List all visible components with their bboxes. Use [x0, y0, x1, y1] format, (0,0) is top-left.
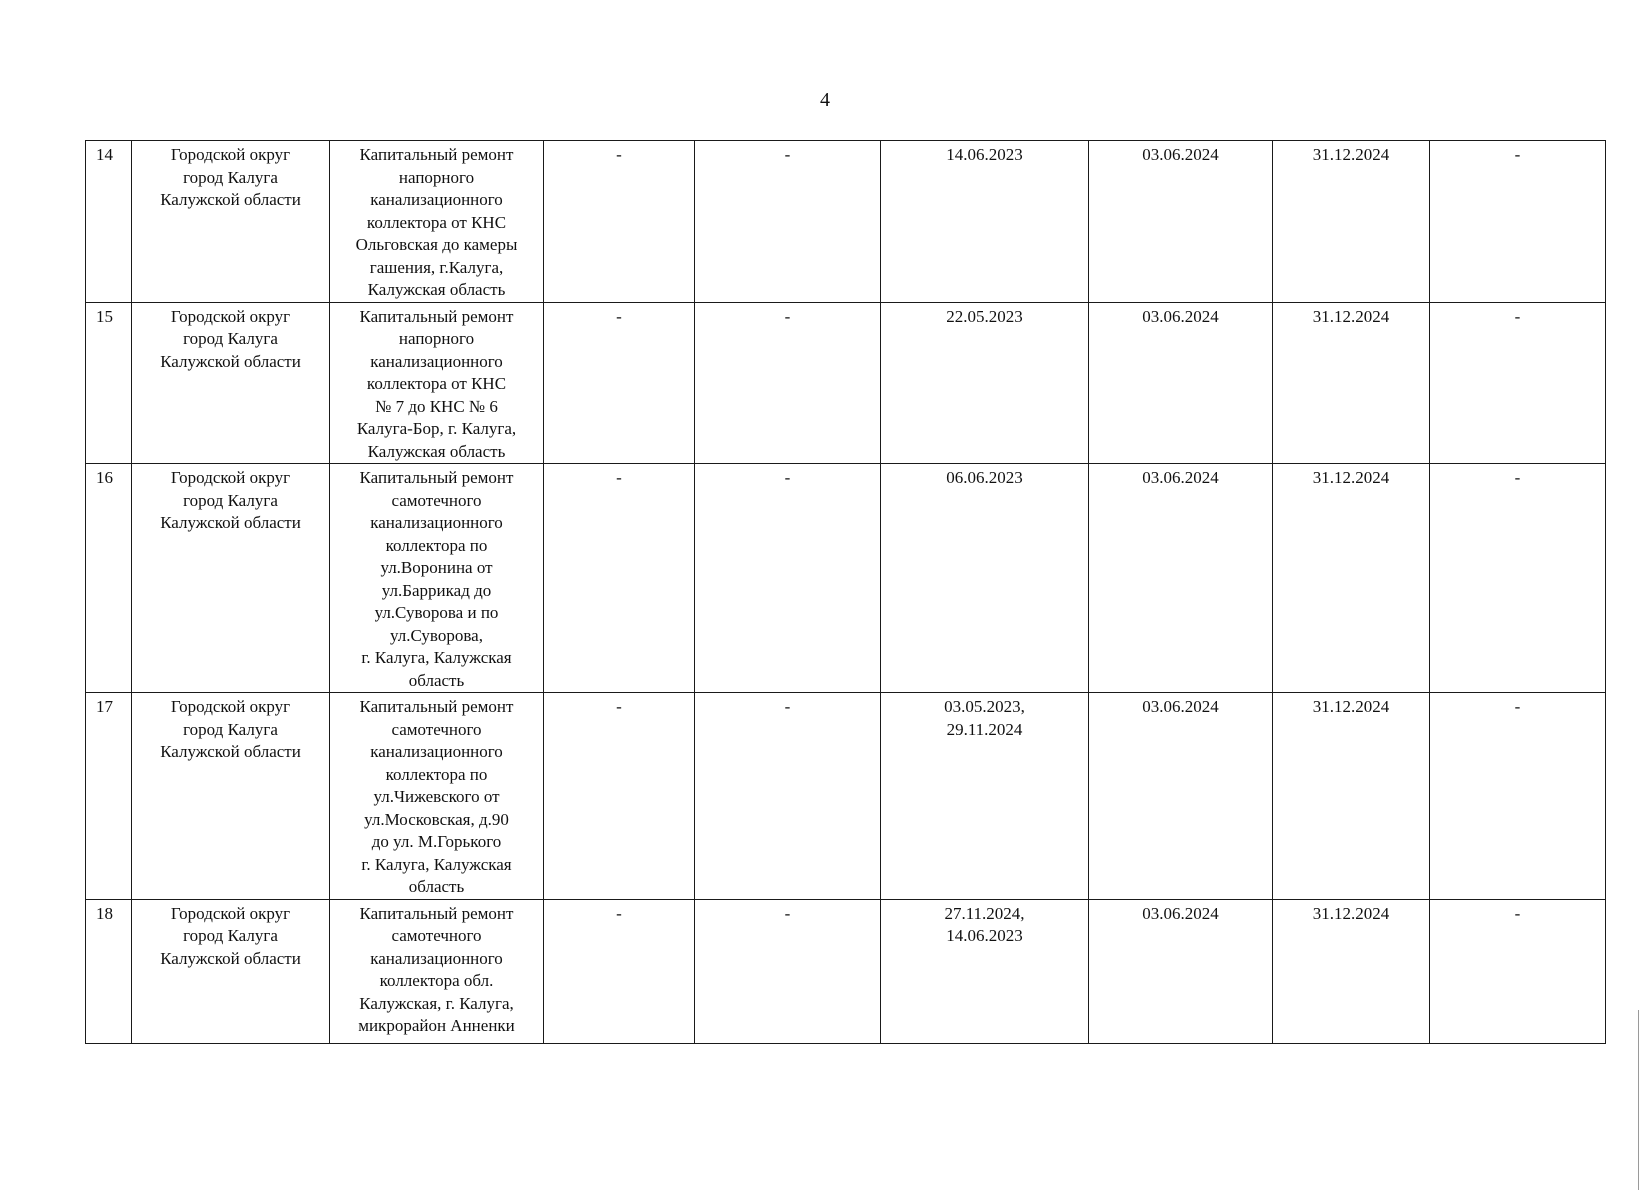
cell-line: Капитальный ремонт — [359, 468, 514, 487]
column-4-cell: - — [544, 141, 695, 303]
column-8-date-cell: 31.12.2024 — [1273, 693, 1430, 900]
cell-line: коллектора по — [385, 764, 488, 784]
cell-line: 27.11.2024, — [944, 903, 1025, 923]
cell-line: микрорайон Анненки — [358, 1016, 515, 1035]
municipality-cell — [132, 899, 330, 1043]
cell-line: 06.06.2023 — [946, 468, 1023, 487]
cell-line: 03.05.2023, — [944, 697, 1025, 716]
municipality-cell — [132, 302, 330, 464]
cell-line: ул.Суворова, — [390, 625, 483, 645]
cell-line: Калужской области — [160, 742, 301, 761]
object-name-cell — [330, 302, 544, 464]
cell-line: ул.Баррикад до — [381, 580, 492, 600]
cell-line: область — [408, 877, 465, 896]
cell-line: коллектора от КНС — [366, 374, 507, 393]
column-9-cell: - — [1430, 141, 1606, 303]
cell-line: ул.Чижевского от — [373, 787, 500, 806]
cell-line: ул.Воронина от — [380, 558, 493, 577]
cell-line: канализационного — [370, 513, 503, 532]
cell-line: Городской округ — [170, 145, 291, 164]
cell-line: область — [408, 670, 465, 690]
cell-line: Городской округ — [170, 697, 291, 716]
municipality-cell — [132, 693, 330, 900]
cell-line: Городской округ — [170, 468, 291, 487]
row-number: 16 — [86, 464, 132, 693]
column-7-date-cell: 03.06.2024 — [1089, 141, 1273, 303]
cell-line: 14.06.2023 — [946, 926, 1023, 945]
cell-line: коллектора от КНС — [366, 212, 507, 232]
column-6-date-cell — [881, 302, 1089, 464]
cell-line: 14.06.2023 — [946, 145, 1023, 164]
column-7-date-cell: 03.06.2024 — [1089, 464, 1273, 693]
column-8-date-cell: 31.12.2024 — [1273, 899, 1430, 1043]
table-row — [86, 302, 1606, 464]
column-5-cell: - — [695, 693, 881, 900]
column-5-cell: - — [695, 464, 881, 693]
cell-line: самотечного — [391, 926, 482, 945]
cell-line: Капитальный ремонт — [359, 697, 514, 716]
cell-line: Калужская область — [367, 280, 506, 299]
column-4-cell: - — [544, 464, 695, 693]
cell-line: город Калуга — [183, 926, 278, 945]
object-name-cell — [330, 899, 544, 1043]
cell-line: 22.05.2023 — [946, 306, 1023, 326]
works-table — [85, 140, 1606, 1044]
column-7-date-cell: 03.06.2024 — [1089, 302, 1273, 464]
column-5-cell: - — [695, 141, 881, 303]
column-6-date-cell — [881, 693, 1089, 900]
cell-line: город Калуга — [183, 329, 278, 348]
cell-line: самотечного — [391, 719, 482, 739]
column-6-date-cell — [881, 141, 1089, 303]
cell-line: самотечного — [391, 490, 482, 510]
cell-line: Калужской области — [160, 513, 301, 532]
column-8-date-cell: 31.12.2024 — [1273, 141, 1430, 303]
cell-line: город Калуга — [183, 167, 278, 187]
cell-line: Калуга-Бор, г. Калуга, — [356, 419, 517, 438]
cell-line: Капитальный ремонт — [359, 145, 514, 164]
page-number: 4 — [820, 89, 830, 111]
cell-line: Калужская, г. Калуга, — [359, 993, 514, 1013]
cell-line: город Калуга — [183, 490, 278, 510]
cell-line: гашения, г.Калуга, — [369, 257, 504, 277]
object-name-cell — [330, 693, 544, 900]
column-9-cell: - — [1430, 693, 1606, 900]
table-row — [86, 464, 1606, 693]
column-8-date-cell: 31.12.2024 — [1273, 302, 1430, 464]
cell-line: Городской округ — [170, 903, 291, 923]
column-4-cell: - — [544, 302, 695, 464]
cell-line: Калужской области — [160, 351, 301, 371]
cell-line: ул.Московская, д.90 — [364, 809, 509, 829]
cell-line: коллектора по — [385, 535, 488, 555]
cell-line: Ольговская до камеры — [355, 235, 518, 254]
column-5-cell: - — [695, 302, 881, 464]
cell-line: коллектора обл. — [379, 971, 494, 990]
table-body — [86, 141, 1606, 1044]
column-9-cell: - — [1430, 899, 1606, 1043]
column-6-date-cell — [881, 464, 1089, 693]
municipality-cell — [132, 141, 330, 303]
column-9-cell: - — [1430, 464, 1606, 693]
row-number: 14 — [86, 141, 132, 303]
cell-line: Капитальный ремонт — [359, 903, 514, 923]
cell-line: напорного — [398, 329, 475, 348]
cell-line: канализационного — [370, 190, 503, 209]
cell-line: г. Калуга, Калужская — [361, 648, 512, 667]
column-4-cell: - — [544, 899, 695, 1043]
cell-line: до ул. М.Горького — [371, 832, 502, 851]
column-8-date-cell: 31.12.2024 — [1273, 464, 1430, 693]
cell-line: ул.Суворова и по — [374, 603, 499, 622]
cell-line: канализационного — [370, 742, 503, 761]
row-number: 17 — [86, 693, 132, 900]
cell-line: Калужская область — [367, 441, 506, 461]
table-row — [86, 693, 1606, 900]
cell-line: № 7 до КНС № 6 — [375, 396, 498, 416]
column-7-date-cell: 03.06.2024 — [1089, 899, 1273, 1043]
table-row — [86, 141, 1606, 303]
cell-line: канализационного — [370, 351, 503, 371]
cell-line: Городской округ — [170, 306, 291, 326]
cell-line: канализационного — [370, 948, 503, 968]
column-6-date-cell — [881, 899, 1089, 1043]
row-number: 18 — [86, 899, 132, 1043]
municipality-cell — [132, 464, 330, 693]
table-row — [86, 899, 1606, 1043]
object-name-cell — [330, 464, 544, 693]
object-name-cell — [330, 141, 544, 303]
cell-line: Калужской области — [160, 948, 301, 968]
column-7-date-cell: 03.06.2024 — [1089, 693, 1273, 900]
cell-line: Калужской области — [160, 190, 301, 209]
row-number: 15 — [86, 302, 132, 464]
cell-line: напорного — [398, 167, 475, 187]
scan-edge-line — [1638, 1010, 1639, 1190]
column-4-cell: - — [544, 693, 695, 900]
cell-line: город Калуга — [183, 719, 278, 739]
column-5-cell: - — [695, 899, 881, 1043]
cell-line: Капитальный ремонт — [359, 306, 514, 326]
cell-line: 29.11.2024 — [946, 719, 1023, 739]
column-9-cell: - — [1430, 302, 1606, 464]
cell-line: г. Калуга, Калужская — [361, 854, 512, 874]
